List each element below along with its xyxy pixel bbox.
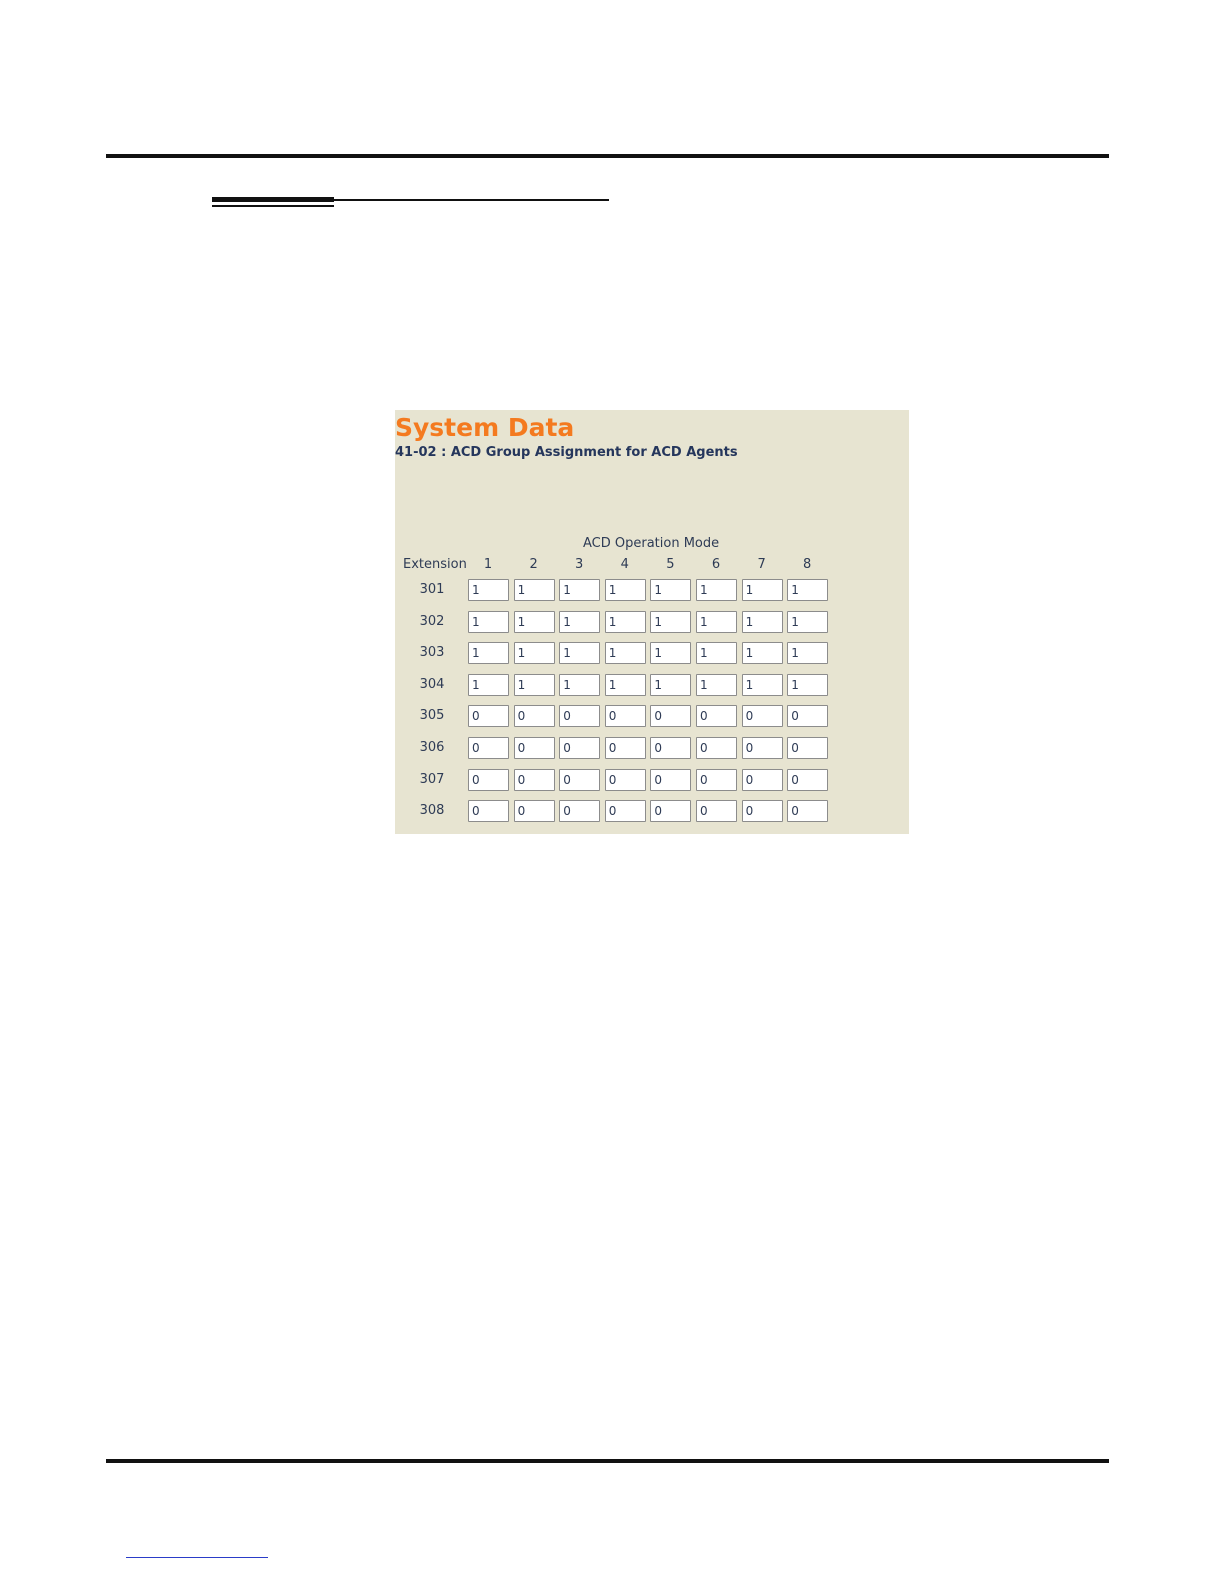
acd-group-field[interactable] — [514, 642, 555, 664]
mode-column-header: 8 — [803, 557, 812, 572]
extension-label: 304 — [419, 676, 445, 692]
mode-column-header: 7 — [757, 557, 766, 572]
acd-group-field[interactable] — [559, 674, 600, 696]
acd-group-field[interactable] — [696, 800, 737, 822]
section-heading-underline — [212, 197, 334, 202]
acd-group-field[interactable] — [742, 800, 783, 822]
section-heading-rule — [334, 199, 609, 201]
acd-group-field[interactable] — [787, 737, 828, 759]
acd-group-field[interactable] — [742, 769, 783, 791]
acd-group-field[interactable] — [787, 674, 828, 696]
acd-group-field[interactable] — [742, 611, 783, 633]
mode-column-header: 1 — [483, 557, 493, 572]
extension-label: 303 — [419, 645, 445, 661]
acd-group-field[interactable] — [514, 674, 555, 696]
extension-label: 301 — [419, 582, 445, 597]
acd-group-field[interactable] — [468, 611, 509, 633]
acd-group-field[interactable] — [468, 579, 509, 601]
acd-group-field[interactable] — [650, 579, 691, 601]
acd-group-field[interactable] — [742, 674, 783, 696]
acd-group-field[interactable] — [787, 705, 828, 727]
acd-group-field[interactable] — [787, 800, 828, 822]
acd-group-field[interactable] — [605, 611, 646, 633]
acd-group-field[interactable] — [605, 579, 646, 601]
acd-group-field[interactable] — [468, 674, 509, 696]
acd-group-field[interactable] — [742, 737, 783, 759]
acd-group-field[interactable] — [514, 737, 555, 759]
acd-group-field[interactable] — [559, 800, 600, 822]
acd-group-field[interactable] — [696, 611, 737, 633]
top-rule — [106, 154, 1109, 158]
program-subtitle: 41-02 : ACD Group Assignment for ACD Agents — [395, 445, 738, 460]
acd-group-field[interactable] — [742, 579, 783, 601]
acd-group-field[interactable] — [742, 642, 783, 664]
acd-group-field[interactable] — [696, 705, 737, 727]
acd-group-field[interactable] — [514, 579, 555, 601]
acd-group-field[interactable] — [696, 579, 737, 601]
acd-group-field[interactable] — [787, 611, 828, 633]
acd-group-field[interactable] — [605, 769, 646, 791]
acd-group-field[interactable] — [514, 705, 555, 727]
extension-label: 306 — [419, 740, 445, 755]
page-title: System Data — [395, 413, 575, 442]
acd-group-field[interactable] — [559, 769, 600, 791]
extension-label: 307 — [419, 771, 445, 787]
acd-group-field[interactable] — [650, 705, 691, 727]
mode-column-header: 5 — [666, 557, 675, 572]
acd-group-field[interactable] — [605, 800, 646, 822]
extension-label: 308 — [419, 803, 445, 819]
acd-group-field[interactable] — [787, 642, 828, 664]
footer-link-underline — [126, 1557, 268, 1558]
acd-group-field[interactable] — [514, 769, 555, 791]
acd-group-field[interactable] — [650, 611, 691, 633]
acd-group-field[interactable] — [514, 800, 555, 822]
acd-group-field[interactable] — [559, 737, 600, 759]
mode-column-header: 4 — [620, 557, 629, 572]
acd-group-field[interactable] — [650, 737, 691, 759]
acd-group-field[interactable] — [650, 769, 691, 791]
acd-group-field[interactable] — [696, 737, 737, 759]
acd-group-field[interactable] — [787, 769, 828, 791]
acd-group-field[interactable] — [468, 737, 509, 759]
acd-group-field[interactable] — [605, 674, 646, 696]
acd-operation-mode-label: ACD Operation Mode — [583, 536, 720, 551]
acd-group-field[interactable] — [559, 705, 600, 727]
acd-group-field[interactable] — [650, 800, 691, 822]
mode-column-header: 2 — [529, 557, 538, 572]
acd-group-field[interactable] — [468, 705, 509, 727]
acd-group-field[interactable] — [650, 642, 691, 664]
acd-group-field[interactable] — [605, 642, 646, 664]
acd-group-field[interactable] — [650, 674, 691, 696]
extension-column-header: Extension — [403, 557, 467, 572]
acd-group-field[interactable] — [514, 611, 555, 633]
section-heading-underline-sub — [212, 205, 334, 207]
acd-group-field[interactable] — [787, 579, 828, 601]
mode-column-header: 6 — [711, 557, 721, 572]
extension-label: 305 — [419, 708, 445, 724]
acd-group-field[interactable] — [559, 642, 600, 664]
system-data-screenshot — [395, 410, 909, 834]
acd-group-field[interactable] — [605, 737, 646, 759]
acd-group-field[interactable] — [696, 642, 737, 664]
acd-group-field[interactable] — [559, 579, 600, 601]
acd-group-field[interactable] — [696, 674, 737, 696]
extension-label: 302 — [419, 613, 445, 629]
acd-group-field[interactable] — [559, 611, 600, 633]
acd-group-field[interactable] — [742, 705, 783, 727]
mode-column-header: 3 — [575, 557, 584, 572]
acd-group-field[interactable] — [468, 769, 509, 791]
acd-group-field[interactable] — [468, 800, 509, 822]
acd-group-field[interactable] — [468, 642, 509, 664]
acd-group-field[interactable] — [696, 769, 737, 791]
bottom-rule — [106, 1459, 1109, 1463]
acd-group-field[interactable] — [605, 705, 646, 727]
